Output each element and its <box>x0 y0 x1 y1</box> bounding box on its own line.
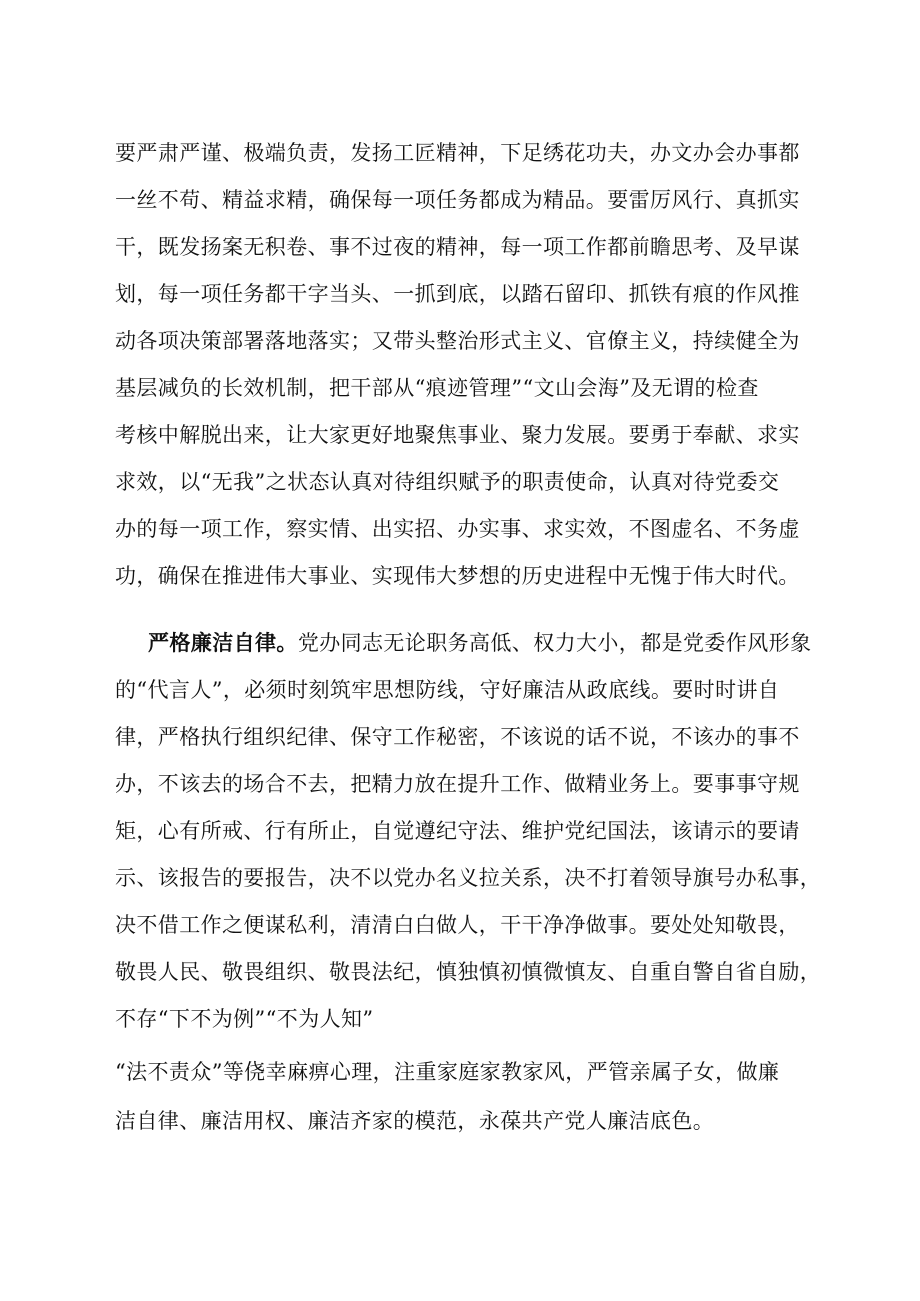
paragraph-2-line-5: 矩，心有所戒、行有所止，自觉遵纪守法、维护党纪国法，该请示的要请 <box>115 819 800 843</box>
paragraph-1-line-1: 要严肃严谨、极端负责，发扬工匠精神，下足绣花功夫，办文办会办事都 <box>115 141 800 165</box>
paragraph-1-line-8: 求效，以“无我”之状态认真对待组织赋予的职责使命，认真对待党委交 <box>115 470 780 494</box>
paragraph-2-line-11: 洁自律、廉洁用权、廉洁齐家的模范，永葆共产党人廉洁底色。 <box>115 1109 715 1133</box>
paragraph-2-first-line-text: 党办同志无论职务高低、权力大小，都是党委作风形象 <box>297 631 812 655</box>
paragraph-1-line-5: 动各项决策部署落地落实；又带头整治形式主义、官僚主义，持续健全为 <box>115 329 800 353</box>
paragraph-2-line-1 <box>148 629 811 657</box>
paragraph-2-line-8: 敬畏人民、敬畏组织、敬畏法纪，慎独慎初慎微慎友、自重自警自省自励， <box>115 960 822 984</box>
paragraph-1-line-9: 办的每一项工作，察实情、出实招、办实事、求实效，不图虚名、不务虚 <box>115 517 800 541</box>
paragraph-1-line-2: 一丝不苟、精益求精，确保每一项任务都成为精品。要雷厉风行、真抓实 <box>115 188 800 212</box>
paragraph-1-line-4: 划，每一项任务都干字当头、一抓到底，以踏石留印、抓铁有痕的作风推 <box>115 282 800 306</box>
paragraph-2-line-7: 决不借工作之便谋私利，清清白白做人，干干净净做事。要处处知敬畏， <box>115 913 800 937</box>
paragraph-1-line-10: 功，确保在推进伟大事业、实现伟大梦想的历史进程中无愧于伟大时代。 <box>115 564 800 588</box>
paragraph-2-line-4: 办，不该去的场合不去，把精力放在提升工作、做精业务上。要事事守规 <box>115 772 800 796</box>
paragraph-2-line-3: 律，严格执行组织纪律、保守工作秘密，不该说的话不说，不该办的事不 <box>115 725 800 749</box>
paragraph-1-line-3: 干，既发扬案无积卷、事不过夜的精神，每一项工作都前瞻思考、及早谋 <box>115 235 800 259</box>
paragraph-2-line-9: 不存“下不为例”“不为人知” <box>115 1007 374 1031</box>
paragraph-2-line-10: “法不责众”等侥幸麻痹心理，注重家庭家教家风，严管亲属子女，做廉 <box>115 1060 780 1084</box>
paragraph-2-line-6: 示、该报告的要报告，决不以党办名义拉关系，决不打着领导旗号办私事， <box>115 866 822 890</box>
paragraph-2-heading: 严格廉洁自律。 <box>148 630 298 655</box>
paragraph-1-line-7: 考核中解脱出来，让大家更好地聚焦事业、聚力发展。要勇于奉献、求实 <box>115 423 800 447</box>
paragraph-1-line-6: 基层减负的长效机制，把干部从“痕迹管理”“文山会海”及无谓的检查 <box>115 376 759 400</box>
paragraph-2-line-2: 的“代言人”，必须时刻筑牢思想防线，守好廉洁从政底线。要时时讲自 <box>115 678 780 702</box>
